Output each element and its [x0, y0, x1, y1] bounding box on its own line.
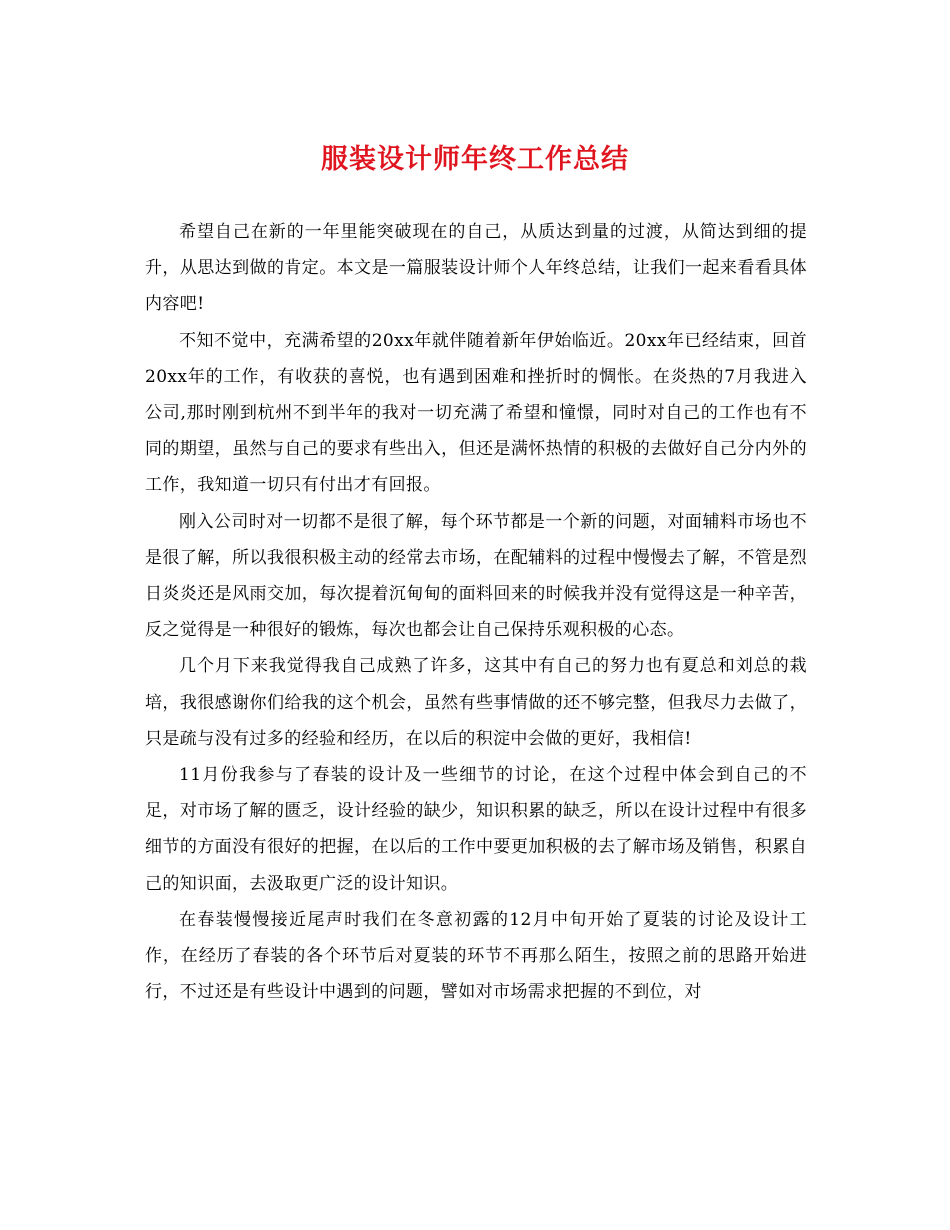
- paragraph-summer-design: 在春装慢慢接近尾声时我们在冬意初露的12月中旬开始了夏装的讨论及设计工作，在经历了春装的各个环节后对夏装的环节不再那么陌生，按照之前的思路开始进行，不过还是有些设计中遇到的问题，譬如对市场需求把握的不到位，对: [145, 909, 807, 1003]
- paragraph-growth: 几个月下来我觉得我自己成熟了许多，这其中有自己的努力也有夏总和刘总的栽培，我很感谢你们给我的这个机会，虽然有些事情做的还不够完整，但我尽力去做了，只是疏与没有过多的经验和经历，在以后的积淀中会做的更好，我相信!: [145, 656, 807, 749]
- paragraph-learning-market: 刚入公司时对一切都不是很了解，每个环节都是一个新的问题，对面辅料市场也不是很了解，所以我很积极主动的经常去市场，在配辅料的过程中慢慢去了解，不管是烈日炎炎还是风雨交加，每次提着沉甸甸的面料回来的时候我并没有觉得这是一种辛苦，反之觉得是一种很好的锻炼，每次也都会让自己保持乐观积极的心态。: [145, 511, 807, 641]
- paragraph-spring-design: 11月份我参与了春装的设计及一些细节的讨论，在这个过程中体会到自己的不足，对市场了解的匮乏，设计经验的缺少，知识积累的缺乏，所以在设计过程中有很多细节的方面没有很好的把握，在以后的工作中要更加积极的去了解市场及销售，积累自己的知识面，去汲取更广泛的设计知识。: [145, 765, 807, 894]
- paragraph-intro: 希望自己在新的一年里能突破现在的自己，从质达到量的过渡，从简达到细的提升，从思达到做的肯定。本文是一篇服装设计师个人年终总结，让我们一起来看看具体内容吧!: [145, 222, 807, 315]
- paragraph-joining-company: 不知不觉中，充满希望的20xx年就伴随着新年伊始临近。20xx年已经结束，回首20xx年的工作，有收获的喜悦，也有遇到困难和挫折时的惆怅。在炎热的7月我进入公司,那时刚到杭州不到半年的我对一切充满了希望和憧憬，同时对自己的工作也有不同的期望，虽然与自己的要求有些出入，但还是满怀热情的积极的去做好自己分内外的工作，我知道一切只有付出才有回报。: [145, 330, 807, 496]
- document-title: 服装设计师年终工作总结: [321, 144, 629, 175]
- document-body: [145, 214, 807, 1010]
